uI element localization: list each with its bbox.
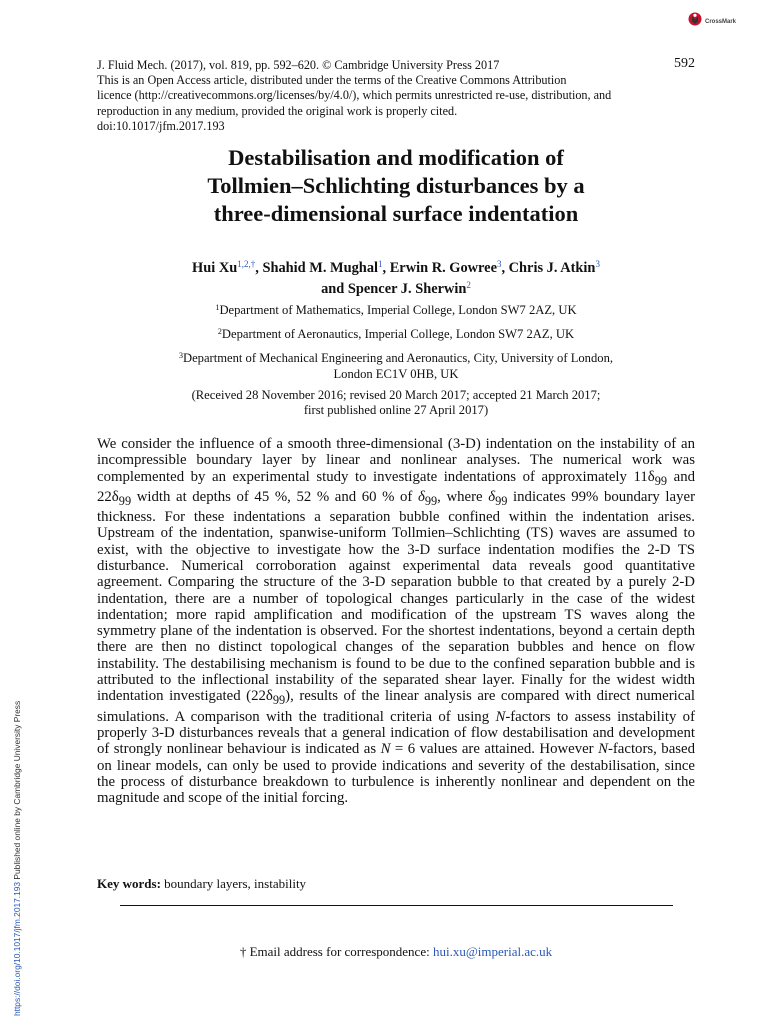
title-line: three-dimensional surface indentation [213,201,579,226]
author-name: Hui Xu [192,260,238,276]
math-subscript: 99 [495,493,508,508]
affiliation-text: London EC1V 0HB, UK [333,366,459,381]
crossmark-badge[interactable] [688,12,736,31]
author-name: and Spencer J. Sherwin [321,281,467,297]
affiliation [97,300,695,318]
math-width-2: 22δ [97,488,119,505]
keywords-label: Key words: [97,876,161,891]
abstract-text: and [667,468,695,485]
footnote-text: † Email address for correspondence: [239,944,433,959]
author-affiliation-marker[interactable]: 2 [466,280,471,290]
affiliation-text: Department of Aeronautics, Imperial College, London SW7 2AZ, UK [221,327,575,342]
math-equation: = 6 [390,741,416,758]
page-number: 592 [674,56,695,71]
affiliation-number: 1 [215,303,220,312]
footnote-divider [120,905,673,906]
journal-header [97,58,695,134]
abstract-text: -factors, based on linear models, can only be used to provide indications and severity of the destabilisation, since the process of disturbance breakdown to turbulence is inherently nonlinear and dependent on the magnitude and scope of the initial forcing. [97,741,695,807]
affiliation [97,324,695,342]
citation: J. Fluid Mech. (2017), vol. 819, pp. 592–620. © Cambridge University Press 2017 [97,58,500,72]
crossmark-label: CrossMark [705,18,737,25]
math-delta: δ [417,488,425,505]
license-line: reproduction in any medium, provided the original work is properly cited. [97,103,458,118]
math-subscript: 99 [118,493,132,508]
affiliation-text: Department of Mechanical Engineering and Aeronautics, City, University of London, [182,351,614,366]
math-subscript: 99 [654,473,668,488]
author-name: , Shahid M. Mughal [255,260,379,276]
title-line: Tollmien–Schlichting disturbances by a [207,173,585,198]
math-subscript: 99 [272,693,286,708]
side-published-text: Published online by Cambridge University Press [12,700,22,882]
abstract-text: values are attained. However [415,741,599,758]
author-affiliation-marker[interactable]: 1,2,† [237,259,256,269]
affiliation-number: 3 [178,351,183,361]
title-line: Destabilisation and modification of [228,145,564,170]
crossmark-icon [688,12,702,31]
license-line[interactable]: licence (http://creativecommons.org/licenses/by/4.0/), which permits unrestricted re-use, distribution, and [97,88,612,103]
author-name: , Erwin R. Gowree [382,260,497,276]
math-subscript: 99 [424,493,438,508]
math-n: N [380,741,391,758]
math-width-1: 11δ [633,468,655,485]
keywords [97,876,306,892]
author-name: , Chris J. Atkin [501,260,596,276]
math-width-2: 22δ [251,688,273,705]
paper-title [97,144,695,228]
author-list [97,256,695,298]
side-publication-note [12,701,22,1016]
correspondence-footnote [97,944,695,960]
math-delta: δ [488,488,496,505]
received-dates [97,388,695,418]
affiliation-text: Department of Mathematics, Imperial College, London SW7 2AZ, UK [219,303,577,317]
math-n: N [495,708,506,725]
affiliation-number: 2 [217,327,222,337]
side-doi-link[interactable]: https://doi.org/10.1017/jfm.2017.193 [12,881,22,1016]
author-affiliation-marker[interactable]: 1 [378,259,383,269]
license-line: This is an Open Access article, distributed under the terms of the Creative Commons Attribution [97,73,567,88]
math-n: N [598,741,608,758]
doi-line[interactable]: doi:10.1017/jfm.2017.193 [97,118,225,133]
email-link[interactable]: hui.xu@imperial.ac.uk [432,944,553,959]
affiliation [97,348,695,381]
abstract [97,436,695,806]
abstract-text: width at depths of 45 %, 52 % and 60 % of [131,488,418,505]
author-affiliation-marker[interactable]: 3 [496,259,502,269]
abstract-text: We consider the influence of a smooth three-dimensional (3-D) indentation on the instability of an incompressible boundary layer by linear and nonlinear analyses. The numerical work was complemented by an experimental study to investigate indentations of approximately [97,436,695,485]
received-line: (Received 28 November 2016; revised 20 March 2017; accepted 21 March 2017; [191,388,601,402]
abstract-text: , where [437,488,489,505]
author-line-2 [97,277,695,298]
author-affiliation-marker[interactable]: 3 [595,259,600,269]
abstract-text: ), results of the linear analysis are compared with direct numerical simulations. A comparison with the traditional criteria of using [97,688,695,725]
abstract-text: indicates 99% boundary layer thickness. For these indentations a separation bubble confined within the indentation arises. Upstream of the indentation, spanwise-uniform Tollmien–Schlichting (TS) waves are assumed to exist, with the objective to investigate how the 3-D surface indentation modifies the 2-D TS disturbance. Numerical corroboration against experimental data reveals good quantitative agreement. Comparing the structure of the 3-D separation bubble to that created by a purely 2-D indentation, there are a number of topological changes particularly in the case of the widest indentation; more rapid amplification and modification of the upstream TS waves along the symmetry plane of the indentation is observed. For the shortest indentations, beyond a certain depth there are then no distinct topological changes of the separation bubbles and hence on flow instability. The destabilising mechanism is found to be due to the confined separation bubble and is attributed to the inflectional instability of the separated shear layer. Finally for the widest width indentation investigated ( [97,488,695,705]
received-line: first published online 27 April 2017) [303,403,489,418]
abstract-text: -factors to assess instability of properly 3-D disturbances reveals that a general indication of flow destabilisation and development of strongly nonlinear behaviour is indicated as [97,708,695,758]
affiliation-list [97,300,695,388]
keywords-text: boundary layers, instability [164,876,307,891]
author-line-1 [97,256,695,277]
citation-line [97,58,695,73]
